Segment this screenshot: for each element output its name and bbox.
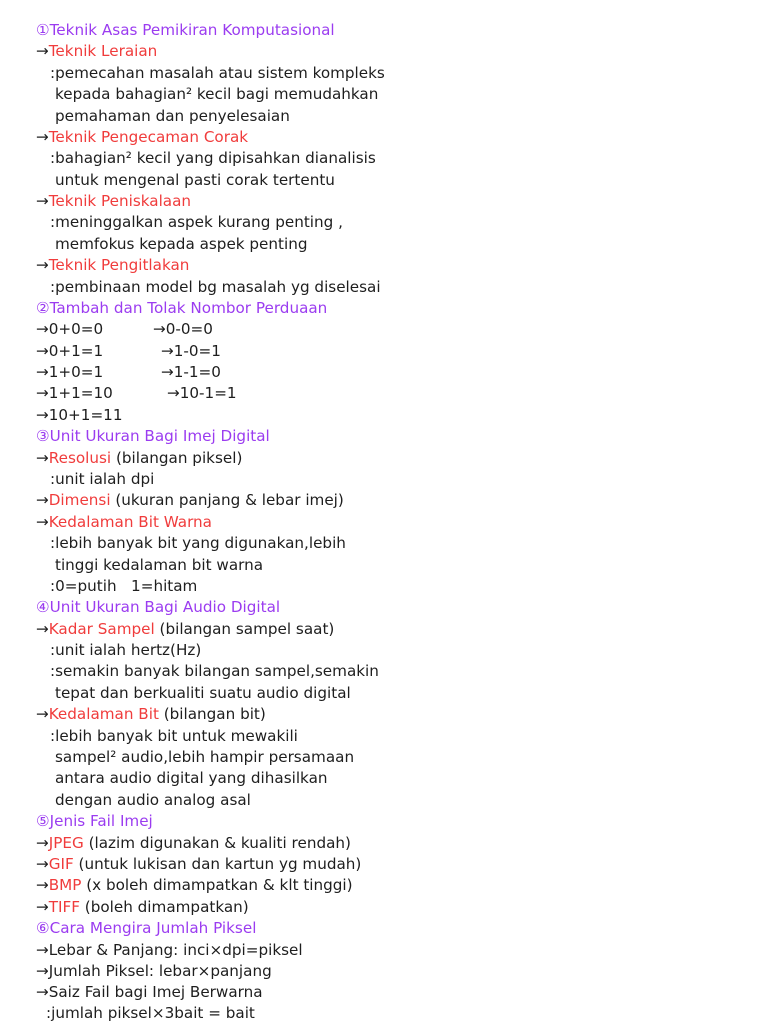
term: Teknik Pengecaman Corak xyxy=(48,128,249,146)
term: BMP xyxy=(48,876,82,894)
section-heading-5: ⑤Jenis Fail Imej xyxy=(36,812,153,830)
list-item xyxy=(36,448,242,469)
arrow: → xyxy=(36,42,49,60)
subtraction: →10-1=1 xyxy=(167,384,237,402)
list-item: →Jumlah Piksel: lebar×panjang xyxy=(36,962,272,980)
arrow: → xyxy=(36,491,49,509)
description: :bahagian² kecil yang dipisahkan dianalisis xyxy=(50,149,376,167)
description: untuk mengenal pasti corak tertentu xyxy=(55,171,335,189)
arrow: → xyxy=(36,898,49,916)
description: sampel² audio,lebih hampir persamaan xyxy=(55,748,355,766)
section-heading-2: ②Tambah dan Tolak Nombor Perduaan xyxy=(36,299,328,317)
note: (x boleh dimampatkan & klt tinggi) xyxy=(81,876,353,894)
section-heading-3: ③Unit Ukuran Bagi Imej Digital xyxy=(36,427,270,445)
description: antara audio digital yang dihasilkan xyxy=(55,769,328,787)
list-item xyxy=(36,833,351,854)
term: GIF xyxy=(48,855,74,873)
arrow: → xyxy=(36,513,49,531)
arrow: → xyxy=(36,449,49,467)
description: :unit ialah dpi xyxy=(50,470,155,488)
note: (lazim digunakan & kualiti rendah) xyxy=(83,834,351,852)
arrow: → xyxy=(36,876,49,894)
note: (ukuran panjang & lebar imej) xyxy=(110,491,344,509)
term: Resolusi xyxy=(48,449,112,467)
description: dengan audio analog asal xyxy=(55,791,251,809)
subtraction: →1-0=1 xyxy=(161,342,221,360)
description: :0=putih 1=hitam xyxy=(50,577,198,595)
description: :meninggalkan aspek kurang penting , xyxy=(50,213,343,231)
list-item xyxy=(36,875,353,896)
section-heading-1: ①Teknik Asas Pemikiran Komputasional xyxy=(36,21,335,39)
term: Teknik Leraian xyxy=(48,42,158,60)
term: Dimensi xyxy=(48,491,111,509)
description: :lebih banyak bit yang digunakan,lebih xyxy=(50,534,346,552)
description: :lebih banyak bit untuk mewakili xyxy=(50,727,298,745)
description: :unit ialah hertz(Hz) xyxy=(50,641,202,659)
list-item xyxy=(36,490,344,511)
note: (bilangan sampel saat) xyxy=(154,620,335,638)
list-item xyxy=(36,704,266,725)
arrow: → xyxy=(36,834,49,852)
binary-row xyxy=(36,362,221,383)
list-item xyxy=(36,854,361,875)
arrow: → xyxy=(36,705,49,723)
subtraction: →1-1=0 xyxy=(161,363,221,381)
list-item xyxy=(36,512,212,533)
arrow: → xyxy=(36,256,49,274)
list-item xyxy=(36,619,334,640)
binary-row xyxy=(36,341,221,362)
description: :pemecahan masalah atau sistem kompleks xyxy=(50,64,385,82)
term: JPEG xyxy=(48,834,84,852)
arrow: → xyxy=(36,855,49,873)
addition: →10+1=11 xyxy=(36,406,123,424)
description: tepat dan berkualiti suatu audio digital xyxy=(55,684,351,702)
description: memfokus kepada aspek penting xyxy=(55,235,308,253)
list-item xyxy=(36,191,191,212)
note: (boleh dimampatkan) xyxy=(79,898,249,916)
term: Teknik Pengitlakan xyxy=(48,256,190,274)
description: tinggi kedalaman bit warna xyxy=(55,556,264,574)
subtraction: →0-0=0 xyxy=(153,320,213,338)
term: Kedalaman Bit Warna xyxy=(48,513,212,531)
list-item xyxy=(36,255,189,276)
description: pemahaman dan penyelesaian xyxy=(55,107,290,125)
description: :jumlah piksel×3bait = bait xyxy=(46,1004,255,1022)
note: (untuk lukisan dan kartun yg mudah) xyxy=(73,855,362,873)
addition: →0+1=1 xyxy=(36,342,104,360)
term: Teknik Peniskalaan xyxy=(48,192,192,210)
description: :semakin banyak bilangan sampel,semakin xyxy=(50,662,379,680)
binary-row xyxy=(36,383,237,404)
addition: →0+0=0 xyxy=(36,320,104,338)
term: Kadar Sampel xyxy=(48,620,155,638)
addition: →1+1=10 xyxy=(36,384,113,402)
term: Kedalaman Bit xyxy=(48,705,159,723)
list-item: →Saiz Fail bagi Imej Berwarna xyxy=(36,983,263,1001)
addition: →1+0=1 xyxy=(36,363,104,381)
binary-row xyxy=(36,405,123,426)
arrow: → xyxy=(36,192,49,210)
section-heading-4: ④Unit Ukuran Bagi Audio Digital xyxy=(36,598,281,616)
description: kepada bahagian² kecil bagi memudahkan xyxy=(55,85,379,103)
description: :pembinaan model bg masalah yg diselesai xyxy=(50,278,381,296)
section-heading-6: ⑥Cara Mengira Jumlah Piksel xyxy=(36,919,257,937)
list-item: →Lebar & Panjang: inci×dpi=piksel xyxy=(36,941,303,959)
list-item xyxy=(36,127,248,148)
list-item xyxy=(36,897,249,918)
term: TIFF xyxy=(48,898,80,916)
binary-row xyxy=(36,319,213,340)
list-item xyxy=(36,41,157,62)
arrow: → xyxy=(36,620,49,638)
note: (bilangan piksel) xyxy=(111,449,243,467)
note: (bilangan bit) xyxy=(158,705,266,723)
arrow: → xyxy=(36,128,49,146)
